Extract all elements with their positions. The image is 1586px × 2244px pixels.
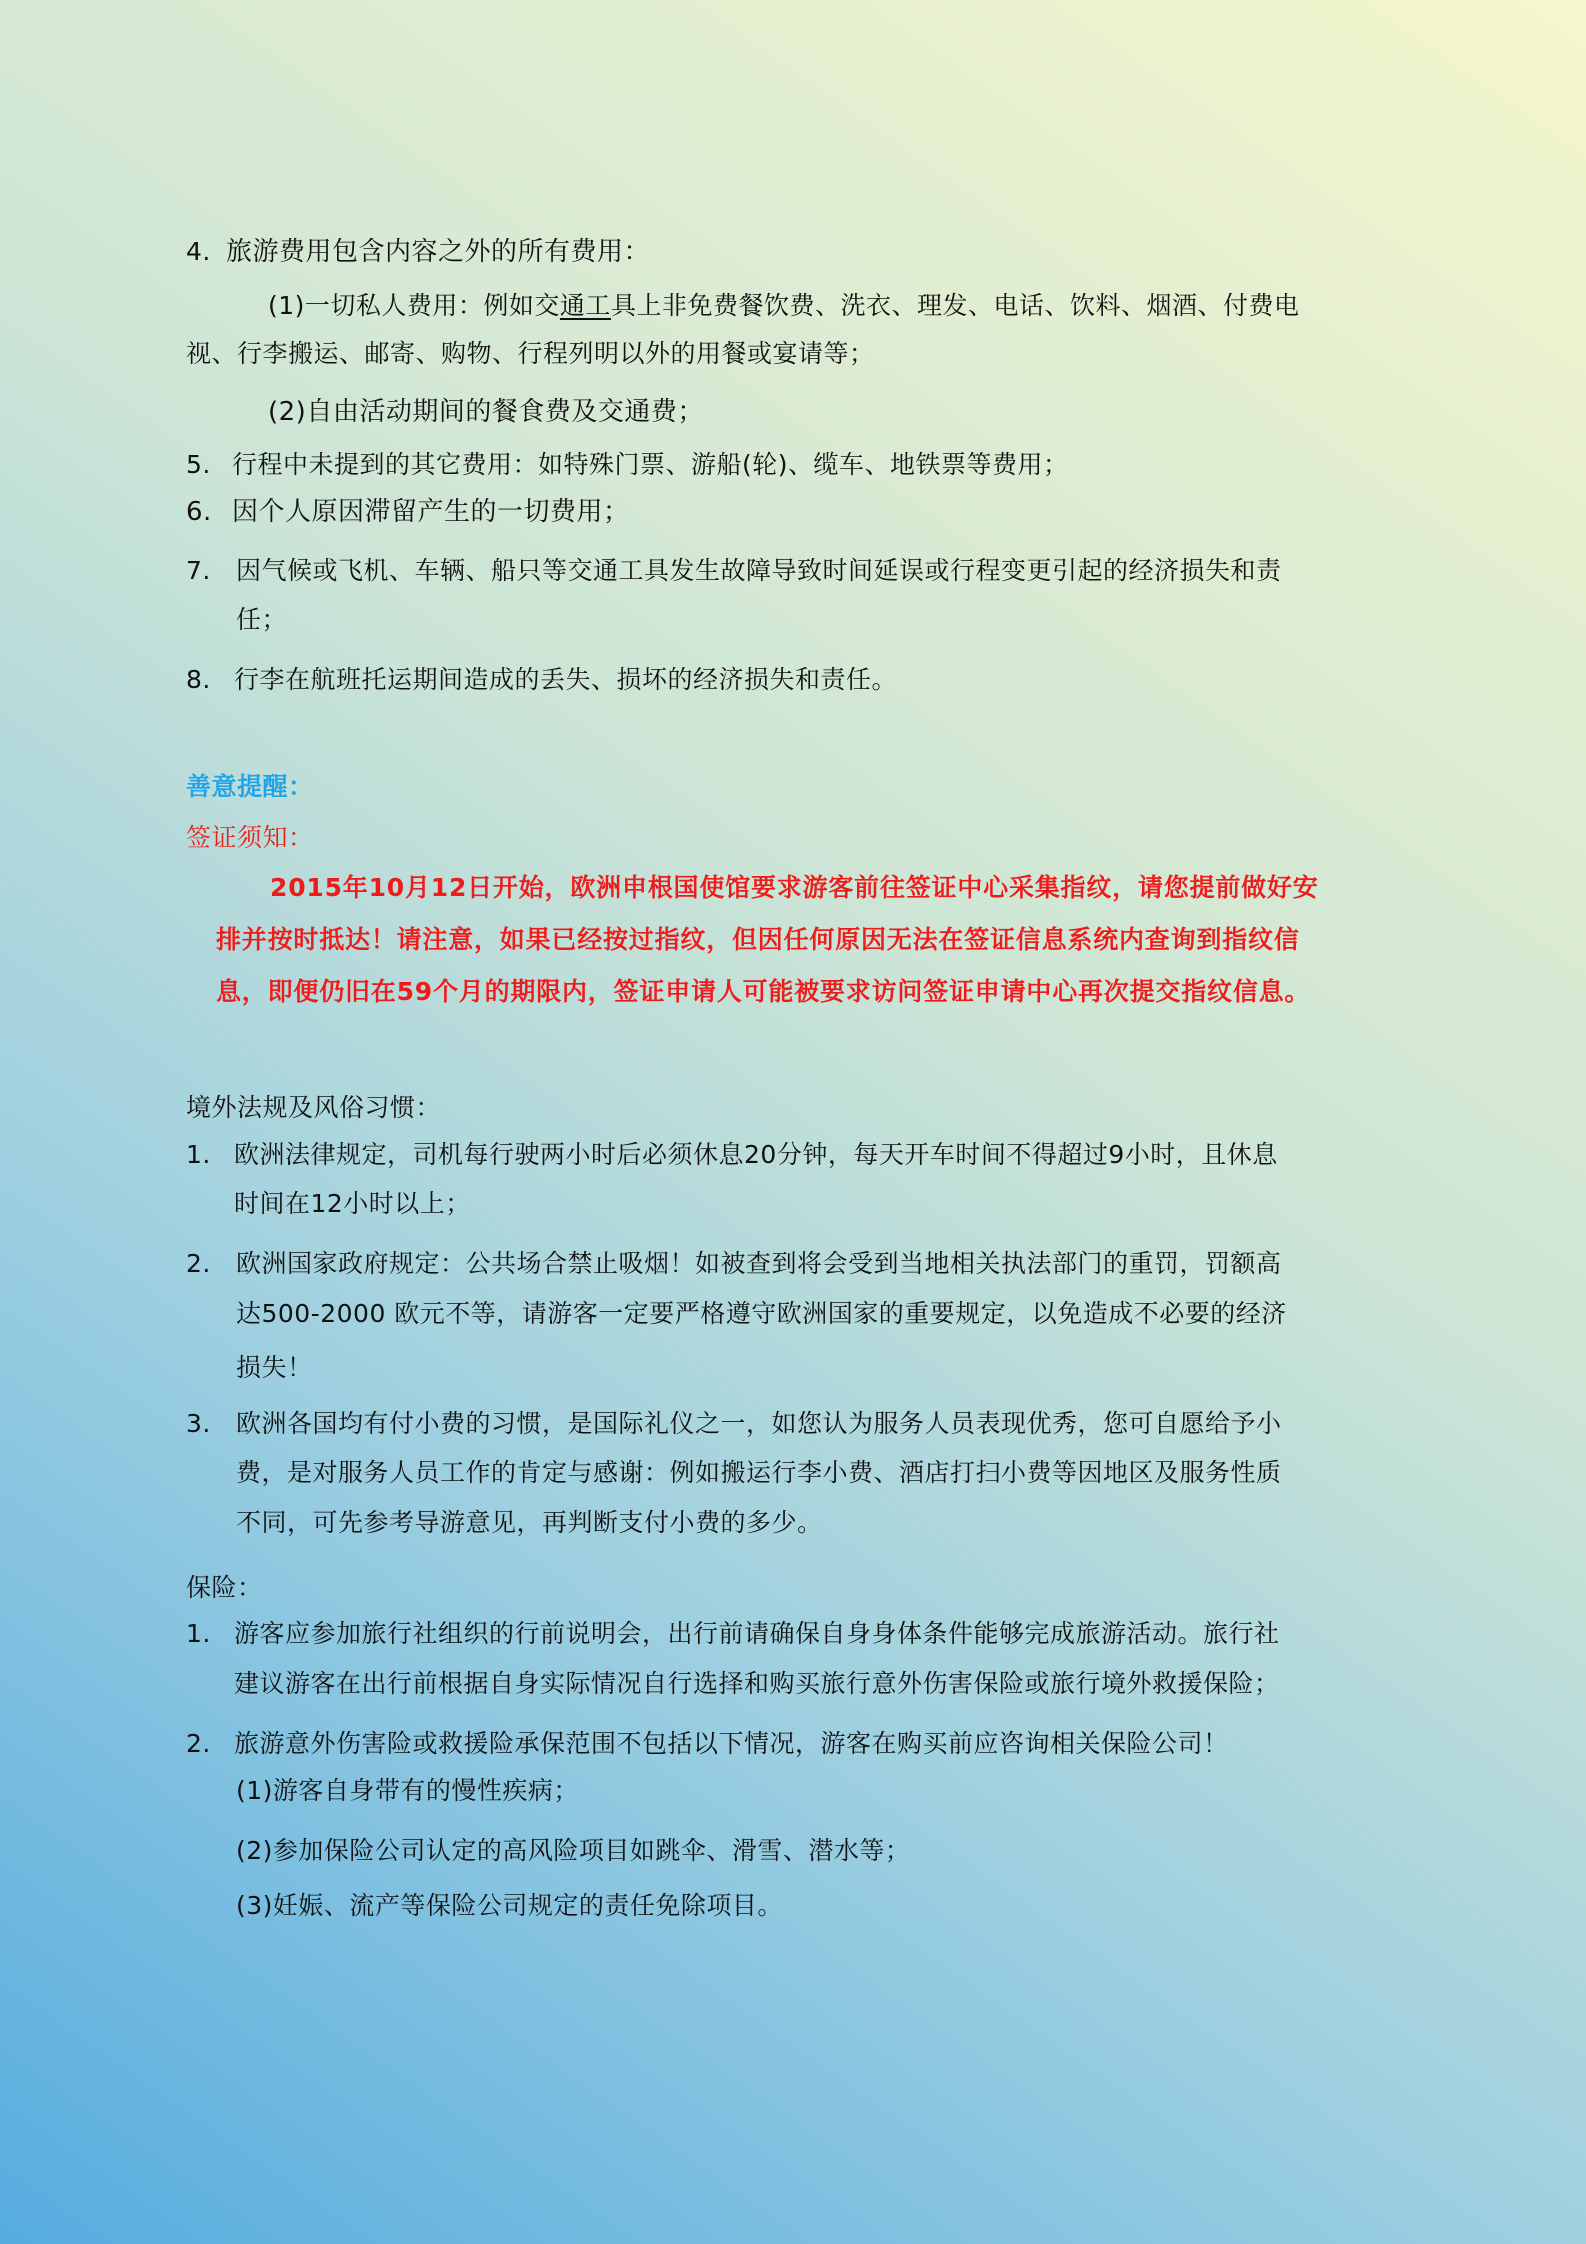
- insurance-item2-sub2: (2)参加保险公司认定的高风险项目如跳伞、滑雪、潜水等；: [236, 1836, 911, 1865]
- visa-notice-line1: 2015年10月12日开始，欧洲申根国使馆要求游客前往签证中心采集指纹，请您提前做好安: [270, 873, 1319, 902]
- insurance-item2-sub1: (1)游客自身带有的慢性疾病；: [236, 1776, 579, 1805]
- fees-item7-number: 7.: [186, 556, 211, 585]
- visa-notice-line2: 排并按时抵达！请注意，如果已经按过指纹，但因任何原因无法在签证信息系统内查询到指纹信: [216, 925, 1300, 954]
- laws-heading: 境外法规及风俗习惯：: [186, 1093, 442, 1122]
- reminder-heading: 善意提醒：: [186, 772, 314, 801]
- fees-item4-sub2: (2)自由活动期间的餐食费及交通费；: [268, 397, 704, 427]
- fees-item4-sub1-part-b: 具上非免费餐饮费、洗衣、理发、电话、饮料、烟酒、付费电: [610, 291, 1300, 320]
- laws-item2-line1: 欧洲国家政府规定：公共场合禁止吸烟！如被查到将会受到当地相关执法部门的重罚，罚额高: [236, 1249, 1282, 1278]
- visa-notice-line3: 息，即便仍旧在59个月的期限内，签证申请人可能被要求访问签证申请中心再次提交指纹信息。: [216, 977, 1311, 1006]
- laws-item3-number: 3.: [186, 1409, 211, 1438]
- fees-item5-number: 5.: [186, 450, 211, 479]
- fees-item4-sub1-underlined: 通工: [559, 291, 611, 320]
- fees-item4-number: 4.: [186, 237, 211, 266]
- fees-item7-line1: 因气候或飞机、车辆、船只等交通工具发生故障导致时间延误或行程变更引起的经济损失和责: [236, 556, 1282, 585]
- laws-item2-line2: 达500-2000 欧元不等，请游客一定要严格遵守欧洲国家的重要规定，以免造成不必要的经济: [236, 1299, 1287, 1328]
- fees-item4-sub1-part-a: (1)一切私人费用：例如交: [268, 291, 560, 320]
- laws-item3-line3: 不同，可先参考导游意见，再判断支付小费的多少。: [236, 1508, 823, 1537]
- fees-item8-number: 8.: [186, 665, 211, 694]
- fees-item5-text: 行程中未提到的其它费用：如特殊门票、游船(轮)、缆车、地铁票等费用；: [232, 450, 1069, 479]
- laws-item3-line1: 欧洲各国均有付小费的习惯，是国际礼仪之一，如您认为服务人员表现优秀，您可自愿给予小: [236, 1409, 1282, 1438]
- fees-item7-line2: 任；: [236, 605, 288, 634]
- fees-item4-sub1-line2: 视、行李搬运、邮寄、购物、行程列明以外的用餐或宴请等；: [186, 339, 875, 368]
- fees-item6-number: 6.: [186, 497, 212, 527]
- fees-item4-sub1-line1: [268, 288, 1299, 324]
- fees-item4-text: 旅游费用包含内容之外的所有费用：: [226, 237, 651, 267]
- insurance-item2-line1: 旅游意外伤害险或救援险承保范围不包括以下情况，游客在购买前应咨询相关保险公司！: [234, 1729, 1229, 1758]
- visa-notice-heading: 签证须知：: [186, 823, 314, 852]
- laws-item2-number: 2.: [186, 1249, 211, 1278]
- insurance-item1-number: 1.: [186, 1619, 211, 1648]
- insurance-item1-line1: 游客应参加旅行社组织的行前说明会，出行前请确保自身身体条件能够完成旅游活动。旅行社: [234, 1619, 1280, 1648]
- insurance-item2-sub3: (3)妊娠、流产等保险公司规定的责任免除项目。: [236, 1891, 783, 1920]
- fees-item6-text: 因个人原因滞留产生的一切费用；: [232, 497, 630, 527]
- fees-item8-text: 行李在航班托运期间造成的丢失、损坏的经济损失和责任。: [234, 665, 898, 694]
- laws-item1-line1: 欧洲法律规定，司机每行驶两小时后必须休息20分钟，每天开车时间不得超过9小时，且休息: [234, 1140, 1278, 1169]
- insurance-item1-line2: 建议游客在出行前根据自身实际情况自行选择和购买旅行意外伤害保险或旅行境外救援保险；: [234, 1669, 1280, 1698]
- laws-item1-line2: 时间在12小时以上；: [234, 1189, 471, 1218]
- insurance-item2-number: 2.: [186, 1729, 211, 1758]
- laws-item3-line2: 费，是对服务人员工作的肯定与感谢：例如搬运行李小费、酒店打扫小费等因地区及服务性质: [236, 1458, 1282, 1487]
- laws-item1-number: 1.: [186, 1140, 211, 1169]
- laws-item2-line3: 损失！: [236, 1353, 313, 1382]
- insurance-heading: 保险：: [186, 1573, 263, 1602]
